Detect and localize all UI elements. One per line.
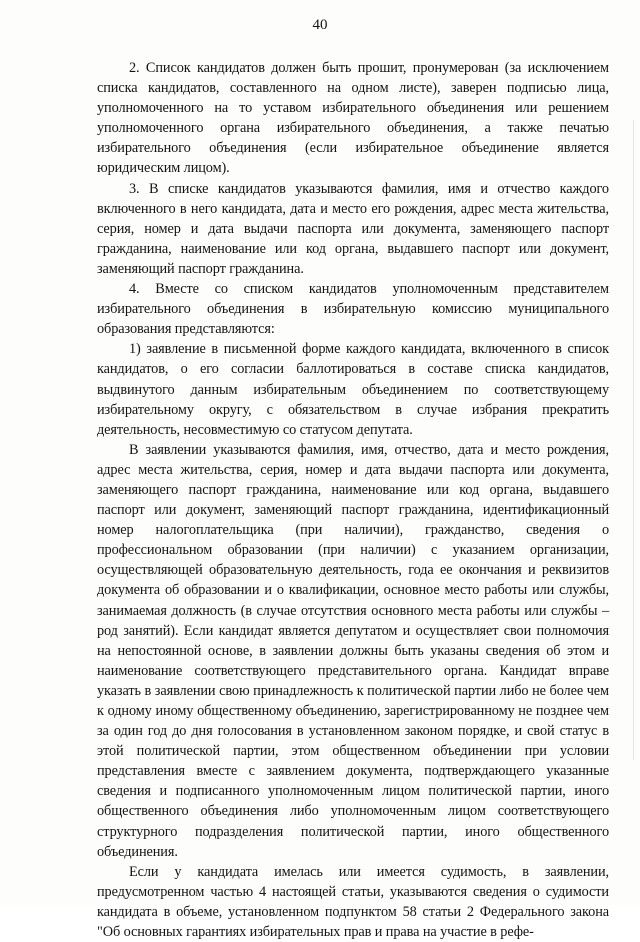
document-body [97,58,609,942]
paragraph-3: 3. В списке кандидатов указываются фамилия, имя и отчество каждого включенного в него кандидата, дата и место его рождения, адрес места жительства, серия, номер и дата выдачи паспорта или документа, заменяющего паспорт гражданина, наименование или код органа, выдавшего паспорт или документ, заменяющий паспорт гражданина. [97,180,609,277]
paragraph-4: 4. Вместе со списком кандидатов уполномоченным представителем избирательного объединения в избирательную комиссию муниципального образования представляются: [97,281,609,338]
page-number: 40 [312,17,328,33]
paragraph-4-item-1: 1) заявление в письменной форме каждого кандидата, включенного в список кандидатов, о его согласии баллотироваться в составе списка кандидатов, выдвинутого данным избирательным объединением по соответствующему избирательному округу, с обязательством в случае избрания прекратить деятельность, несовместимую со статусом депутата. [97,341,609,438]
paragraph-2: 2. Список кандидатов должен быть прошит, пронумерован (за исключением списка кандидатов, составленного на одном листе), заверен подписью лица, уполномоченного на то уставом избирательного объединения или решением уполномоченного органа избирательного объединения, а также печатью избирательного объединения (если избирательное объединение является юридическим лицом). [97,60,609,177]
paragraph-criminal-record: Если у кандидата имелась или имеется судимость, в заявлении, предусмотренном частью 4 настоящей статьи, указываются сведения о судимости кандидата в объеме, установленном подпунктом 58 статьи 2 Федерального закона "Об основных гарантиях избирательных прав и права на участие в рефе- [97,863,609,941]
paragraph-application-details: В заявлении указываются фамилия, имя, отчество, дата и место рождения, адрес места жительства, серия, номер и дата выдачи паспорта или документа, заменяющего паспорт гражданина, наименование или код органа, выдавшего паспорт или документ, заменяющий паспорт гражданина, идентификационный номер налогоплательщика (при наличии), гражданство, сведения о профессиональном образовании (при наличии) с указанием организации, осуществляющей образовательную деятельность, года ее окончания и реквизитов документа об образовании и о квалификации, основное место работы или службы, занимаемая должность (в случае отсутствия основного места работы или службы – род занятий). Если кандидат является депутатом и осуществляет свои полномочия на непостоянной основе, в заявлении должны быть указаны сведения об этом и наименование соответствующего представительного органа. Кандидат вправе указать в заявлении свою принадлежность к политической партии либо не более чем к одному иному общественному объединению, зарегистрированному не позднее чем за один год до дня голосования в установленном законом порядке, и свой статус в этой политической партии, этом общественном объединении при условии представления вместе с заявлением документа, подтверждающего указанные сведения и подписанного уполномоченным лицом политической партии, иного общественного объединения либо уполномоченным лицом соответствующего структурного подразделения политической партии, иного общественного объединения. [97,441,609,860]
scan-edge-line [633,120,634,760]
